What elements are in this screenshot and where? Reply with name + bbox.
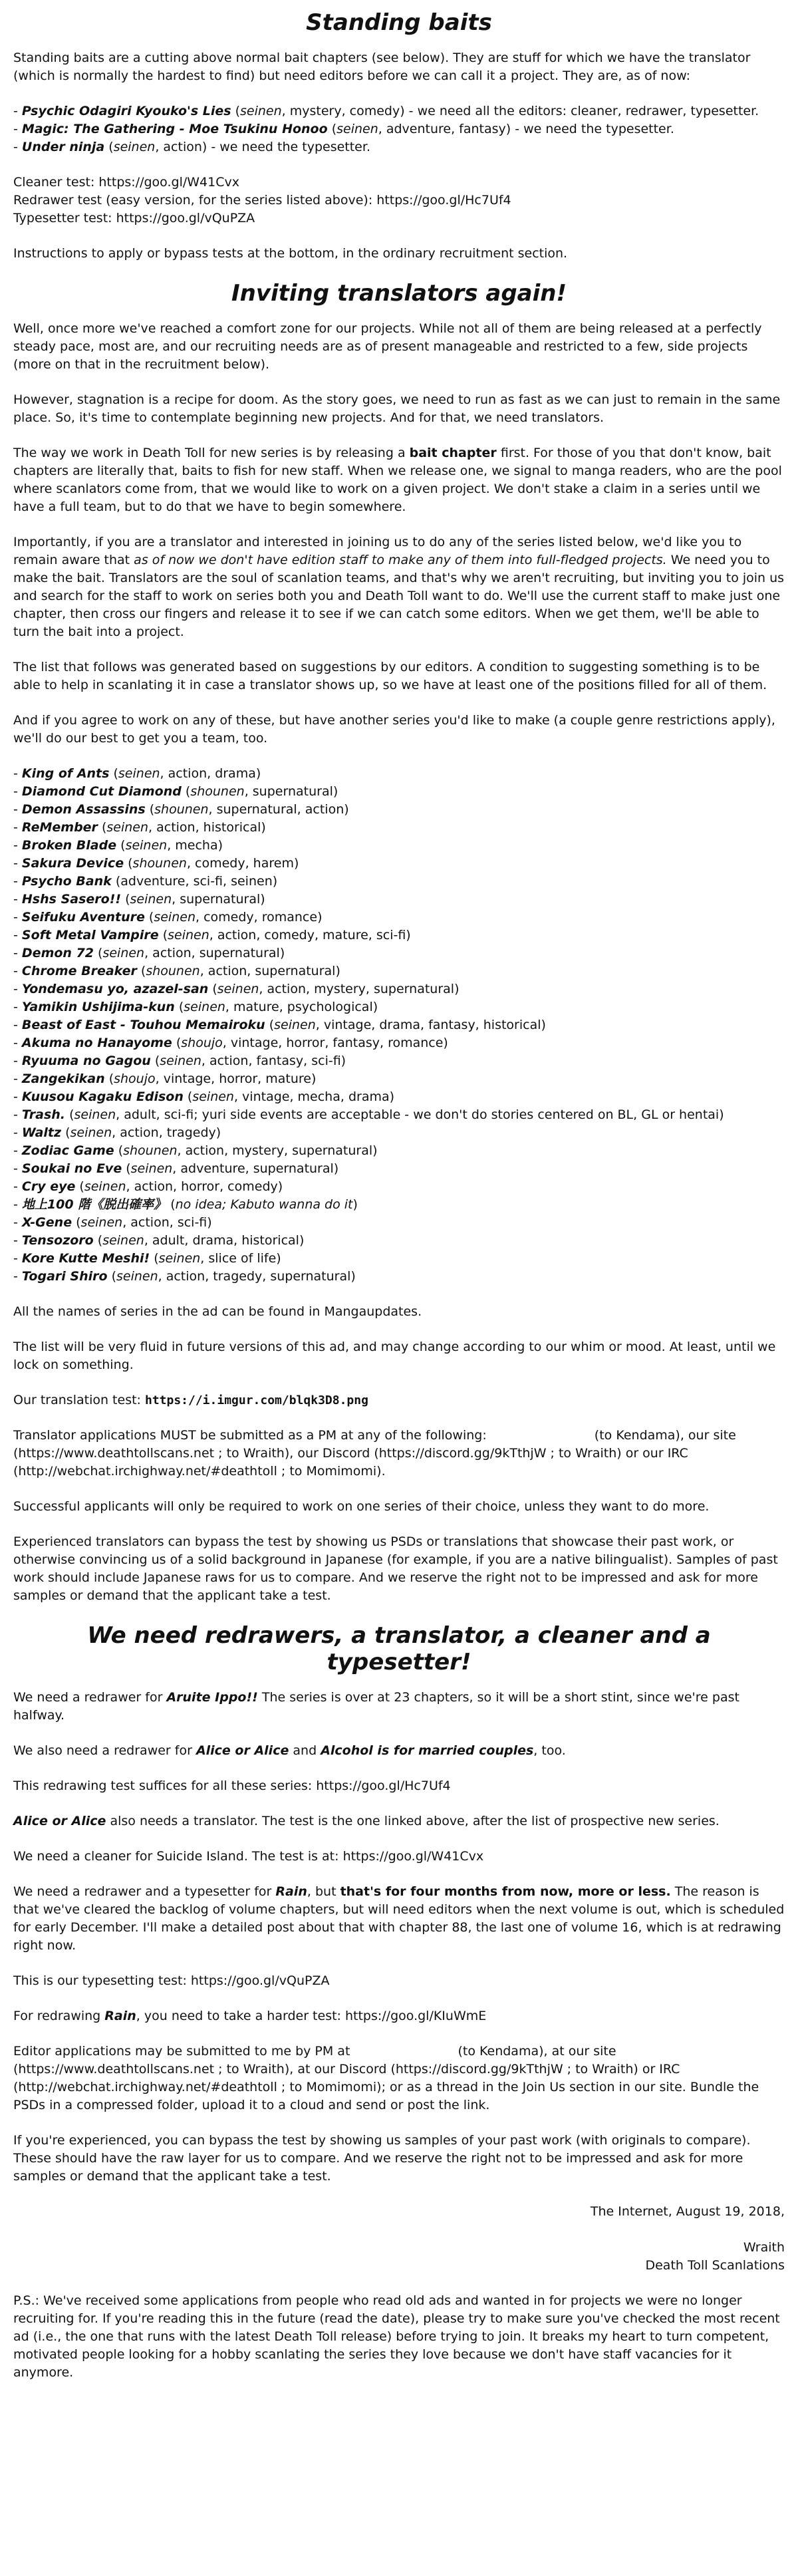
series-alcohol-married: Alcohol is for married couples bbox=[321, 1743, 534, 1758]
paragraph-translator-applications: Translator applications MUST be submitted as a PM at any of the following: (to Kendama), our site (https://www.deathtollscans.net ; to Wraith), our Discord (https://discord.gg/9kTthjW ; to Wraith) or our IRC (http://webchat.irchighway.net/#deathtoll ; to Momimomi). bbox=[13, 1428, 736, 1479]
test-link[interactable]: https://goo.gl/W41Cvx bbox=[98, 175, 239, 190]
signature-date: The Internet, August 19, 2018, bbox=[590, 2204, 785, 2219]
series-demographic: seinen bbox=[184, 1000, 225, 1014]
series-genres: , supernatural) bbox=[172, 892, 265, 907]
paragraph-editor-applications: Editor applications may be submitted to me by PM at (to Kendama), at our site (https://www.deathtollscans.net ; to Wraith), at our Discord (https://discord.gg/9kTthjW ; to Wraith) or IRC (http://webchat.irchighway.net/#deathtoll ; to Momimomi); or as a thread in the Join Us section in our site. Bundle the PSDs in a compressed folder, upload it to a cloud and send or post the link. bbox=[13, 2044, 759, 2112]
rain-timeframe: that's for four months from now, more or less. bbox=[340, 1884, 671, 1899]
series-title: Zangekikan bbox=[21, 1072, 105, 1086]
paragraph-mangaupdates: All the names of series in the ad can be found in Mangaupdates. bbox=[13, 1304, 422, 1319]
paragraph-redrawing-test: This redrawing test suffices for all these series: https://goo.gl/Hc7Uf4 bbox=[13, 1779, 451, 1793]
bait-list-item: - Magic: The Gathering - Moe Tsukinu Honoo (seinen, adventure, fantasy) - we need the typesetter. bbox=[13, 122, 674, 136]
signature-name: Wraith bbox=[743, 2240, 785, 2255]
paragraph-bait-chapter: The way we work in Death Toll for new series is by releasing a bait chapter first. For those of you that don't know, bait chapters are literally that, baits to fish for new staff. When we release one, we signal to manga readers, who are the pool where scanlators come from, that we would like to work on a given project. We don't stake a claim in a series until we have a full team, but to do that we have to begin somewhere. bbox=[13, 446, 782, 514]
series-list-item: - Kore Kutte Meshi! (seinen, slice of life) bbox=[13, 1251, 281, 1266]
series-title: Zodiac Game bbox=[21, 1143, 114, 1158]
series-list-item: - Soukai no Eve (seinen, adventure, supernatural) bbox=[13, 1161, 339, 1176]
paragraph-rain: We need a redrawer and a typesetter for Rain, but that's for four months from now, more or less. The reason is that we've cleared the backlog of volume chapters, but will need editors when the next volume is out, which is scheduled for early December. I'll make a detailed post about that with chapter 88, the last one of volume 16, which is at redrawing right now. bbox=[13, 1884, 785, 1953]
series-title: Sakura Device bbox=[21, 856, 124, 871]
series-title: Demon 72 bbox=[21, 946, 94, 960]
series-demographic: shounen bbox=[154, 802, 209, 817]
series-list-item: - Kuusou Kagaku Edison (seinen, vintage, mecha, drama) bbox=[13, 1089, 395, 1104]
series-title: Ryuuma no Gagou bbox=[21, 1054, 151, 1068]
series-demographic: seinen bbox=[102, 1233, 144, 1248]
series-title: Hshs Sasero!! bbox=[21, 892, 122, 907]
standing-baits-intro: Standing baits are a cutting above normal bait chapters (see below). They are stuff for which we have the translator (which is normally the hardest to find) but need editors before we can call it a project. They are, as of now: bbox=[13, 51, 751, 83]
series-title: Soft Metal Vampire bbox=[21, 928, 159, 942]
series-list-item: - Chrome Breaker (shounen, action, supernatural) bbox=[13, 964, 340, 978]
series-demographic: seinen bbox=[125, 838, 168, 853]
bait-list-item: - Psychic Odagiri Kyouko's Lies (seinen, mystery, comedy) - we need all the editors: cleaner, redrawer, typesetter. bbox=[13, 104, 759, 118]
series-aruite-ippo: Aruite Ippo!! bbox=[166, 1690, 258, 1705]
series-demographic: seinen bbox=[116, 1269, 158, 1284]
series-title: Trash. bbox=[21, 1107, 66, 1122]
prospective-series-list bbox=[13, 765, 785, 1286]
paragraph-list-origin: The list that follows was generated based on suggestions by our editors. A condition to suggesting something is to be able to help in scanlating it in case a translator shows up, so we have at least one of the positions filled for all of them. bbox=[13, 660, 767, 692]
series-list-item: - Cry eye (seinen, action, horror, comedy) bbox=[13, 1179, 283, 1194]
standing-baits-outro: Instructions to apply or bypass tests at the bottom, in the ordinary recruitment section. bbox=[13, 246, 568, 261]
series-demographic: shounen bbox=[146, 964, 200, 978]
series-title: Tensozoro bbox=[21, 1233, 94, 1248]
series-genres: , action) - we need the typesetter. bbox=[155, 140, 370, 154]
series-genres: , action, sci-fi) bbox=[122, 1215, 212, 1230]
series-demographic: seinen bbox=[106, 820, 149, 835]
series-title: Broken Blade bbox=[21, 838, 117, 853]
series-alice-or-alice-2: Alice or Alice bbox=[13, 1814, 106, 1828]
series-list-item: - Psycho Bank (adventure, sci-fi, seinen) bbox=[13, 874, 278, 889]
series-title: King of Ants bbox=[21, 766, 110, 781]
series-list-item: - Beast of East - Touhou Memairoku (seinen, vintage, drama, fantasy, historical) bbox=[13, 1018, 546, 1032]
paragraph-suicide-island: We need a cleaner for Suicide Island. The test is at: https://goo.gl/W41Cvx bbox=[13, 1849, 484, 1864]
section-title-standing-baits: Standing baits bbox=[306, 9, 492, 36]
series-genres: , vintage, mecha, drama) bbox=[233, 1089, 395, 1104]
series-genres: , action, supernatural) bbox=[144, 946, 285, 960]
series-list-item: - Zodiac Game (shounen, action, mystery, supernatural) bbox=[13, 1143, 378, 1158]
series-genres: , adventure, supernatural) bbox=[172, 1161, 339, 1176]
series-title: Kuusou Kagaku Edison bbox=[21, 1089, 184, 1104]
signature-block bbox=[13, 2203, 785, 2275]
series-title: Soukai no Eve bbox=[21, 1161, 122, 1176]
test-link-item bbox=[13, 192, 785, 210]
series-genres: , supernatural, action) bbox=[208, 802, 349, 817]
series-list-item: - ReMember (seinen, action, historical) bbox=[13, 820, 266, 835]
series-list-item: - 地上100 階《脱出確率》 (no idea; Kabuto wanna do it) bbox=[13, 1197, 358, 1212]
series-list-item: - Yamikin Ushijima-kun (seinen, mature, psychological) bbox=[13, 1000, 378, 1014]
series-demographic: seinen bbox=[80, 1215, 123, 1230]
paragraph-alice-translator: Alice or Alice also needs a translator. The test is the one linked above, after the list of prospective new series. bbox=[13, 1814, 720, 1828]
paragraph-stagnation: However, stagnation is a recipe for doom. As the story goes, we need to run as fast as we can just to remain in the same place. So, it's time to contemplate beginning new projects. And for that, we need translators. bbox=[13, 392, 781, 425]
series-title: Waltz bbox=[21, 1125, 62, 1140]
series-genres: , action, tragedy, supernatural) bbox=[158, 1269, 356, 1284]
series-list-item: - Soft Metal Vampire (seinen, action, comedy, mature, sci-fi) bbox=[13, 928, 411, 942]
series-demographic: seinen bbox=[160, 1054, 201, 1068]
series-title: Psychic Odagiri Kyouko's Lies bbox=[21, 104, 231, 118]
series-genres: , action, mystery, supernatural) bbox=[259, 982, 460, 996]
series-demographic: seinen bbox=[192, 1089, 234, 1104]
bait-list-item: - Under ninja (seinen, action) - we need the typesetter. bbox=[13, 140, 370, 154]
series-demographic: seinen bbox=[74, 1107, 116, 1122]
series-demographic: shoujo bbox=[181, 1036, 223, 1050]
series-demographic: shounen bbox=[123, 1143, 178, 1158]
series-demographic: seinen bbox=[102, 946, 145, 960]
series-genres: , mecha) bbox=[167, 838, 223, 853]
series-genres: , action, comedy, mature, sci-fi) bbox=[209, 928, 411, 942]
series-list-item: - Broken Blade (seinen, mecha) bbox=[13, 838, 223, 853]
series-genres: , comedy, harem) bbox=[186, 856, 299, 871]
series-genres: , supernatural) bbox=[244, 784, 338, 799]
test-label: Redrawer test (easy version, for the series listed above): bbox=[13, 193, 377, 208]
series-title: Under ninja bbox=[21, 140, 105, 154]
series-demographic: seinen bbox=[154, 910, 196, 925]
series-list-item: - Demon Assassins (shounen, supernatural, action) bbox=[13, 802, 349, 817]
series-title: X-Gene bbox=[21, 1215, 72, 1230]
series-genres: , vintage, drama, fantasy, historical) bbox=[315, 1018, 546, 1032]
bait-chapter-term: bait chapter bbox=[409, 446, 497, 460]
translation-test-line: Our translation test: https://i.imgur.com/blqk3D8.png bbox=[13, 1393, 368, 1407]
series-title: 地上100 階《脱出確率》 bbox=[21, 1197, 167, 1212]
series-list-item: - X-Gene (seinen, action, sci-fi) bbox=[13, 1215, 212, 1230]
standing-baits-list bbox=[13, 102, 785, 156]
series-demographic: seinen bbox=[336, 122, 378, 136]
series-genres: , comedy, romance) bbox=[195, 910, 323, 925]
series-title: Diamond Cut Diamond bbox=[21, 784, 182, 799]
series-title: Magic: The Gathering - Moe Tsukinu Honoo bbox=[21, 122, 328, 136]
series-genres: , vintage, horror, fantasy, romance) bbox=[222, 1036, 448, 1050]
test-link[interactable]: https://goo.gl/Hc7Uf4 bbox=[376, 193, 511, 208]
series-demographic: seinen bbox=[217, 982, 259, 996]
series-demographic: seinen bbox=[113, 140, 156, 154]
edition-staff-emphasis: as of now we don't have edition staff to make any of them into full-fledged projects. bbox=[134, 553, 667, 567]
series-genres: , action, supernatural) bbox=[200, 964, 340, 978]
paragraph-aruite-ippo: We need a redrawer for Aruite Ippo!! The series is over at 23 chapters, so it will be a short stint, since we're past halfway. bbox=[13, 1690, 739, 1723]
series-list-item: - Sakura Device (shounen, comedy, harem) bbox=[13, 856, 299, 871]
postscript: P.S.: We've received some applications from people who read old ads and wanted in for projects we were no longer recruiting for. If you're reading this in the future (read the date), please try to make sure you've checked the most recent ad (i.e., the one that runs with the latest Death Toll release) before trying to join. It breaks my heart to turn competent, motivated people looking for a hobby scanlating the series they love because we don't have staff vacancies for it anymore. bbox=[13, 2293, 780, 2380]
series-rain: Rain bbox=[275, 1884, 307, 1899]
paragraph-alice-alcohol: We also need a redrawer for Alice or Alice and Alcohol is for married couples, too. bbox=[13, 1743, 566, 1758]
series-alice-or-alice: Alice or Alice bbox=[196, 1743, 289, 1758]
series-list-item: - Waltz (seinen, action, tragedy) bbox=[13, 1125, 221, 1140]
test-links-list bbox=[13, 174, 785, 227]
paragraph-edition-staff: Importantly, if you are a translator and interested in joining us to do any of the series listed below, we'd like you to remain aware that as of now we don't have edition staff to make any of them into full-fledged projects. We need you to make the bait. Translators are the soul of scanlation teams, and that's why we aren't recruiting, but inviting you to join us and search for the staff to work on series both you and Death Toll want to do. We'll use the current staff to make just one chapter, then cross our fingers and release it to see if we can catch some editors. When we get them, we'll be able to turn the bait into a project. bbox=[13, 535, 785, 639]
section-title-we-need-editors: We need redrawers, a translator, a cleaner and a typesetter! bbox=[87, 1622, 711, 1675]
series-genres: , action, historical) bbox=[148, 820, 266, 835]
signature-group: Death Toll Scanlations bbox=[645, 2258, 785, 2273]
paragraph-rain-redraw-test: For redrawing Rain, you need to take a harder test: https://goo.gl/KIuWmE bbox=[13, 2009, 487, 2023]
series-list-item: - King of Ants (seinen, action, drama) bbox=[13, 766, 261, 781]
series-demographic: no idea; Kabuto wanna do it bbox=[175, 1197, 353, 1212]
series-demographic: seinen bbox=[274, 1018, 316, 1032]
series-list-item: - Akuma no Hanayome (shoujo, vintage, horror, fantasy, romance) bbox=[13, 1036, 448, 1050]
test-label: Typesetter test: bbox=[13, 211, 116, 225]
series-genres: , action, drama) bbox=[160, 766, 261, 781]
test-link-item bbox=[13, 174, 785, 192]
series-demographic: shounen bbox=[190, 784, 245, 799]
series-title: Yamikin Ushijima-kun bbox=[21, 1000, 175, 1014]
series-title: Demon Assassins bbox=[21, 802, 146, 817]
series-genres: , mystery, comedy) - we need all the editors: cleaner, redrawer, typesetter. bbox=[281, 104, 759, 118]
translation-test-link[interactable]: https://i.imgur.com/blqk3D8.png bbox=[144, 1393, 368, 1407]
series-genres: , adventure, fantasy) - we need the typesetter. bbox=[378, 122, 674, 136]
series-demographic: seinen bbox=[168, 928, 209, 942]
series-genres: , adult, sci-fi; yuri side events are acceptable - we don't do stories centered on BL, GL or hentai) bbox=[116, 1107, 724, 1122]
paragraph-other-series: And if you agree to work on any of these, but have another series you'd like to make (a couple genre restrictions apply), we'll do our best to get you a team, too. bbox=[13, 713, 775, 746]
series-list-item: - Togari Shiro (seinen, action, tragedy, supernatural) bbox=[13, 1269, 356, 1284]
series-title: Psycho Bank bbox=[21, 874, 112, 889]
paragraph-typesetting-test: This is our typesetting test: https://goo.gl/vQuPZA bbox=[13, 1973, 330, 1988]
paragraph-experienced-editors: If you're experienced, you can bypass the test by showing us samples of your past work (with originals to compare). These should have the raw layer for us to compare. And we reserve the right not to be impressed and ask for more samples or demand that the applicant take a test. bbox=[13, 2133, 751, 2184]
series-title: Beast of East - Touhou Memairoku bbox=[21, 1018, 265, 1032]
paragraph-fluid-list: The list will be very fluid in future versions of this ad, and may change according to our whim or mood. At least, until we lock on something. bbox=[13, 1340, 776, 1372]
series-list-item: - Zangekikan (shoujo, vintage, horror, mature) bbox=[13, 1072, 317, 1086]
series-genres: , vintage, horror, mature) bbox=[155, 1072, 317, 1086]
series-rain-2: Rain bbox=[104, 2009, 136, 2023]
series-genres: , mature, psychological) bbox=[225, 1000, 378, 1014]
series-list-item: - Hshs Sasero!! (seinen, supernatural) bbox=[13, 892, 265, 907]
series-genres: , action, tragedy) bbox=[112, 1125, 221, 1140]
series-title: Chrome Breaker bbox=[21, 964, 137, 978]
test-link[interactable]: https://goo.gl/vQuPZA bbox=[116, 211, 255, 225]
series-title: Seifuku Aventure bbox=[21, 910, 145, 925]
series-list-item: - Ryuuma no Gagou (seinen, action, fantasy, sci-fi) bbox=[13, 1054, 346, 1068]
series-demographic: seinen bbox=[84, 1179, 126, 1194]
series-demographic: shounen bbox=[132, 856, 187, 871]
series-title: ReMember bbox=[21, 820, 98, 835]
series-demographic: shoujo bbox=[114, 1072, 156, 1086]
series-genres: adventure, sci-fi, seinen) bbox=[120, 874, 278, 889]
series-genres: , action, mystery, supernatural) bbox=[177, 1143, 378, 1158]
series-demographic: seinen bbox=[70, 1125, 112, 1140]
test-label: Cleaner test: bbox=[13, 175, 99, 190]
series-demographic: seinen bbox=[118, 766, 160, 781]
series-list-item: - Diamond Cut Diamond (shounen, supernatural) bbox=[13, 784, 338, 799]
paragraph-one-series: Successful applicants will only be required to work on one series of their choice, unless they want to do more. bbox=[13, 1499, 710, 1514]
series-demographic: seinen bbox=[130, 1161, 173, 1176]
section-title-inviting-translators: Inviting translators again! bbox=[231, 280, 567, 307]
series-genres: , adult, drama, historical) bbox=[144, 1233, 305, 1248]
series-title: Togari Shiro bbox=[21, 1269, 108, 1284]
series-demographic: seinen bbox=[130, 892, 172, 907]
series-title: Kore Kutte Meshi! bbox=[21, 1251, 150, 1266]
series-list-item: - Trash. (seinen, adult, sci-fi; yuri side events are acceptable - we don't do stories centered on BL, GL or hentai) bbox=[13, 1107, 724, 1122]
test-link-item bbox=[13, 210, 785, 227]
series-list-item: - Tensozoro (seinen, adult, drama, historical) bbox=[13, 1233, 305, 1248]
series-demographic: seinen bbox=[240, 104, 282, 118]
series-list-item: - Yondemasu yo, azazel-san (seinen, action, mystery, supernatural) bbox=[13, 982, 460, 996]
series-list-item: - Demon 72 (seinen, action, supernatural) bbox=[13, 946, 285, 960]
series-list-item: - Seifuku Aventure (seinen, comedy, romance) bbox=[13, 910, 323, 925]
paragraph-bypass-test: Experienced translators can bypass the test by showing us PSDs or translations that showcase their past work, or otherwise convincing us of a solid background in Japanese (for example, if you are a native bilingualist). Samples of past work should include Japanese raws for us to compare. And we reserve the right not to be impressed and ask for more samples or demand that the applicant take a test. bbox=[13, 1534, 778, 1603]
series-genres: , action, fantasy, sci-fi) bbox=[201, 1054, 346, 1068]
series-title: Akuma no Hanayome bbox=[21, 1036, 172, 1050]
paragraph-comfort-zone: Well, once more we've reached a comfort zone for our projects. While not all of them are being released at a perfectly steady pace, most are, and our recruiting needs are as of present manageable and restricted to a few, side projects (more on that in the recruitment below). bbox=[13, 321, 762, 372]
series-genres: , action, horror, comedy) bbox=[126, 1179, 283, 1194]
series-genres: ) bbox=[352, 1197, 358, 1212]
series-demographic: seinen bbox=[158, 1251, 201, 1266]
series-title: Cry eye bbox=[21, 1179, 76, 1194]
series-genres: , slice of life) bbox=[200, 1251, 281, 1266]
series-title: Yondemasu yo, azazel-san bbox=[21, 982, 209, 996]
